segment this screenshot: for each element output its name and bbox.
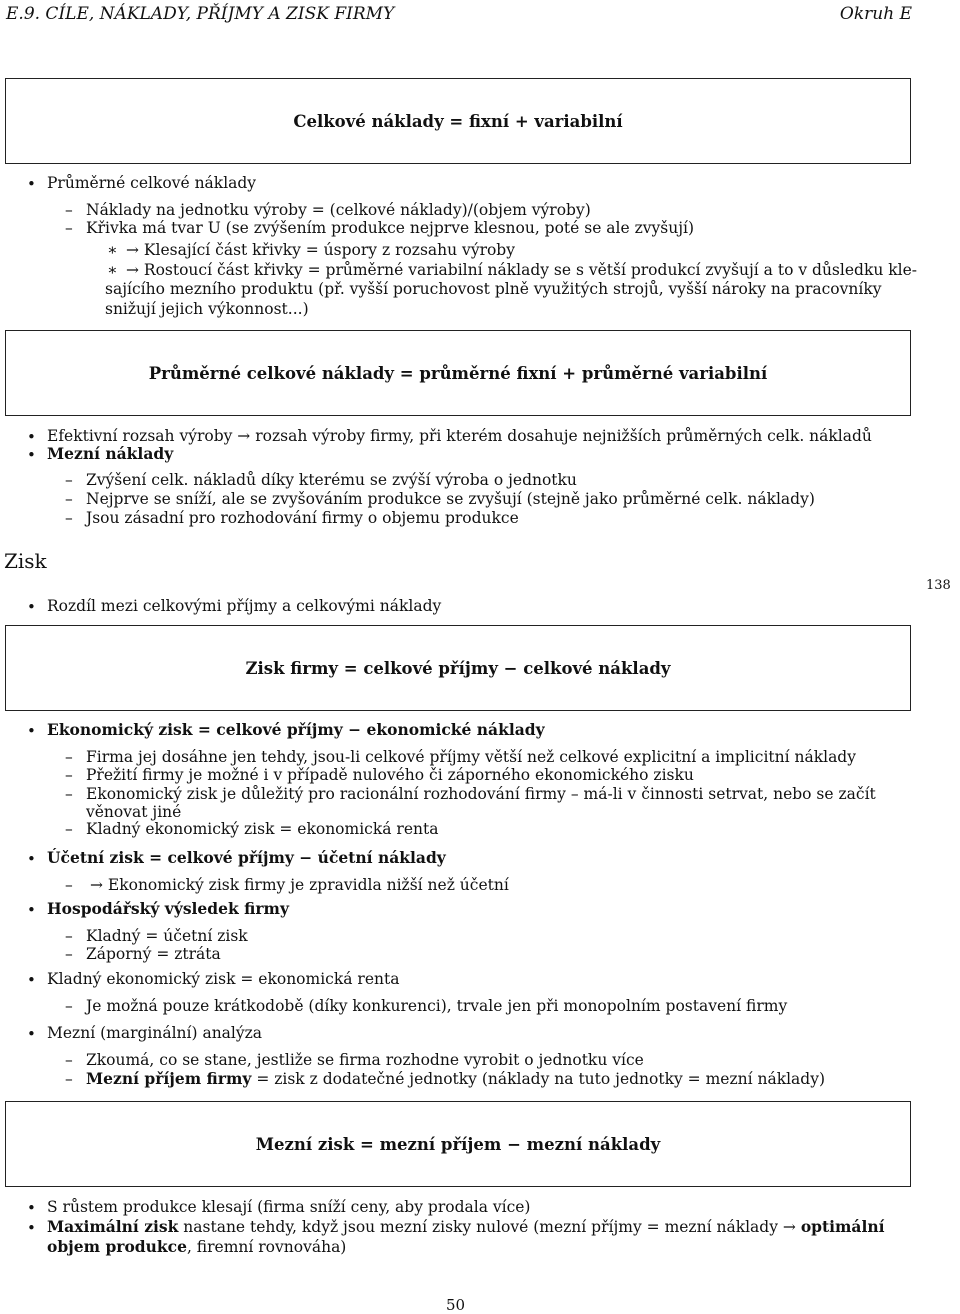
bullet-icon: • [27,446,36,464]
formula-profit: Zisk firmy = celkové příjmy − celkové náklady [245,658,671,678]
item-ep-4: Kladný ekonomický zisk = ekonomická renta [86,820,439,838]
item-mc-importance: Jsou zásadní pro rozhodování firmy o objemu produkce [86,509,519,527]
item-rent-1: Je možná pouze krátkodobě (díky konkurenci), trvale jen při monopolním postavení firmy [86,997,788,1015]
bullet-icon: • [27,901,36,919]
item-ma-2 [86,1070,825,1088]
bullet-icon: • [27,1025,36,1043]
item-rising-part: → Rostoucí část křivky = průměrné variabilní náklady se s větší produkcí zvyšují a to v důsledku kle- [126,261,917,279]
optimal-term: optimální [800,1217,885,1236]
item-falling-part: → Klesající část křivky = úspory z rozsahu výroby [126,241,515,259]
asterisk-icon: ∗ [107,261,118,279]
production-volume-term: objem produkce [47,1237,187,1256]
item-accounting-profit: Účetní zisk = celkové příjmy − účetní náklady [47,848,446,867]
dash-icon: – [65,201,73,219]
dash-icon: – [65,927,73,945]
dash-icon: – [65,876,73,894]
item-economic-profit: Ekonomický zisk = celkové příjmy − ekonomické náklady [47,720,545,739]
item-marginal-costs: Mezní náklady [47,444,174,463]
item-max-profit [47,1218,885,1236]
bullet-icon: • [27,722,36,740]
dash-icon: – [65,1051,73,1069]
item-mc-definition: Zvýšení celk. nákladů díky kterému se zvýší výroba o jednotku [86,471,577,489]
dash-icon: – [65,219,73,237]
dash-icon: – [65,785,73,803]
item-mc-shape: Nejprve se sníží, ale se zvyšováním produkce se zvyšují (stejně jako průměrné celk. náklady) [86,490,815,508]
item-economic-result: Hospodářský výsledek firmy [47,899,289,918]
marginal-revenue-term: Mezní příjem firmy [86,1069,252,1088]
dash-icon: – [65,997,73,1015]
item-ep-3: Ekonomický zisk je důležitý pro racionální rozhodování firmy – má-li v činnosti setrvat, nebo se začít [86,785,876,803]
item-ep-1: Firma jej dosáhne jen tehdy, jsou-li celkové příjmy větší než celkové explicitní a implicitní náklady [86,748,856,766]
bullet-icon: • [27,1219,36,1237]
item-rising-part-cont: sajícího mezního produktu (př. vyšší poruchovost plně využitých strojů, vyšší nároky na pracovníky [105,280,882,298]
item-ep-3-cont: věnovat jiné [86,803,182,821]
dash-icon: – [65,509,73,527]
item-average-costs: Průměrné celkové náklady [47,174,257,192]
section-heading-profit: Zisk [4,549,47,573]
formula-total-costs: Celkové náklady = fixní + variabilní [293,111,623,131]
formula-average-costs: Průměrné celkové náklady = průměrné fixní + průměrné variabilní [148,363,768,383]
header-section: Okruh E [839,4,912,24]
dash-icon: – [65,820,73,838]
dash-icon: – [65,490,73,508]
item-rising-part-end: snižují jejich výkonnost...) [105,300,309,318]
bullet-icon: • [27,971,36,989]
bullet-icon: • [27,1199,36,1217]
bullet-icon: • [27,598,36,616]
item-mp-decline: S růstem produkce klesají (firma sníží ceny, aby prodala více) [47,1198,531,1216]
item-ap-1: → Ekonomický zisk firmy je zpravidla nižší než účetní [90,876,509,894]
formula-box-profit [5,625,911,711]
page-number: 50 [446,1296,466,1314]
max-profit-term: Maximální zisk [47,1217,179,1236]
item-economic-rent: Kladný ekonomický zisk = ekonomická renta [47,970,400,988]
item-ep-2: Přežití firmy je možné i v případě nulového či záporného ekonomického zisku [86,766,694,784]
item-ma-1: Zkoumá, co se stane, jestliže se firma rozhodne vyrobit o jednotku více [86,1051,644,1069]
item-max-profit-cont [47,1238,346,1256]
dash-icon: – [65,1070,73,1088]
equilibrium-text: , firemní rovnováha) [186,1238,347,1256]
item-efficient-scale: Efektivní rozsah výroby → rozsah výroby firmy, při kterém dosahuje nejnižších průměrných celk. nákladů [47,427,872,445]
dash-icon: – [65,766,73,784]
dash-icon: – [65,748,73,766]
max-profit-condition: nastane tehdy, když jsou mezní zisky nulové (mezní příjmy = mezní náklady → [178,1218,801,1236]
formula-marginal-profit: Mezní zisk = mezní příjem − mezní náklady [255,1134,661,1154]
formula-box-average-costs [5,330,911,416]
margin-number: 138 [926,578,951,593]
marginal-revenue-def: = zisk z dodatečné jednotky (náklady na tuto jednotky = mezní náklady) [251,1070,826,1088]
dash-icon: – [65,471,73,489]
formula-box-marginal-profit [5,1101,911,1187]
formula-box-total-costs [5,78,911,164]
dash-icon: – [65,945,73,963]
bullet-icon: • [27,850,36,868]
item-unit-costs: Náklady na jednotku výroby = (celkové náklady)/(objem výroby) [86,201,591,219]
page-header [0,2,960,26]
item-u-curve: Křivka má tvar U (se zvýšením produkce nejprve klesnou, poté se ale zvyšují) [86,219,695,237]
item-marginal-analysis: Mezní (marginální) analýza [47,1024,263,1042]
bullet-icon: • [27,428,36,446]
item-profit-definition: Rozdíl mezi celkovými příjmy a celkovými náklady [47,597,442,615]
item-er-positive: Kladný = účetní zisk [86,927,248,945]
header-title: E.9. CÍLE, NÁKLADY, PŘÍJMY A ZISK FIRMY [6,4,395,24]
asterisk-icon: ∗ [107,241,118,259]
bullet-icon: • [27,175,36,193]
item-er-negative: Záporný = ztráta [86,945,221,963]
